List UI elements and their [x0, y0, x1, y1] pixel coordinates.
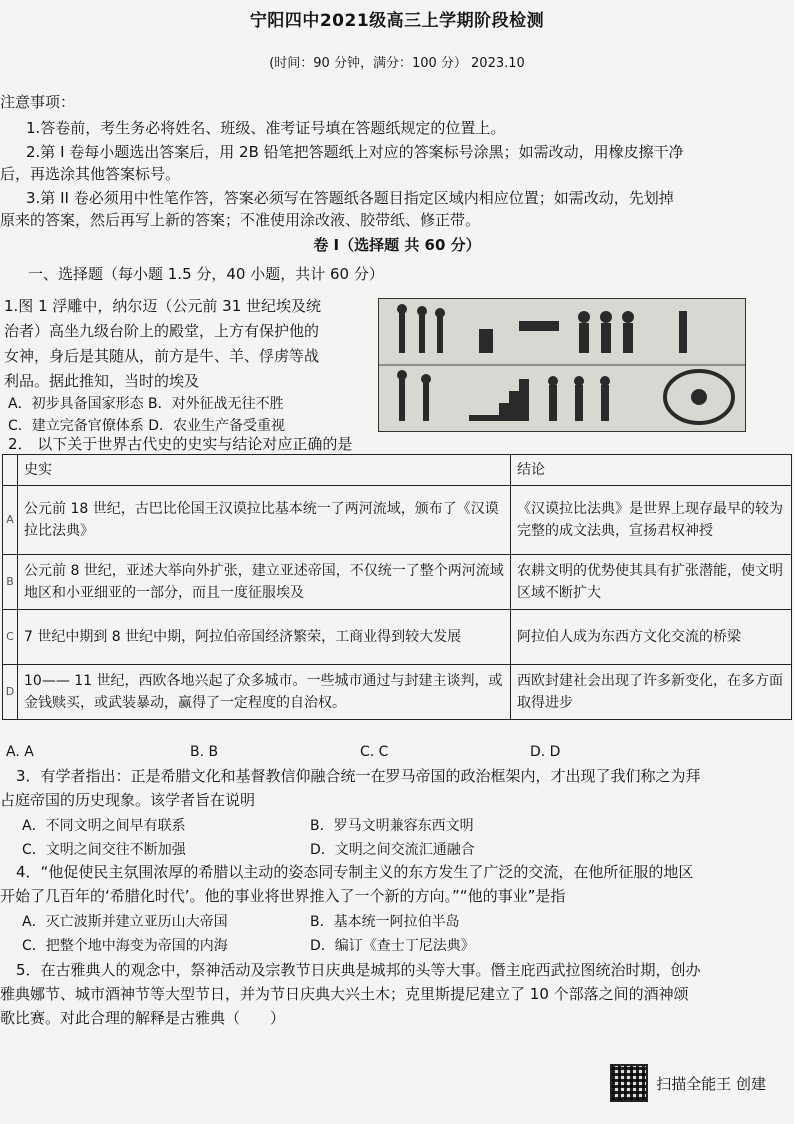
q2-option-d: D. D — [530, 744, 561, 760]
q1-line-3: 女神，身后是其随从，前方是牛、羊、俘虏等战 — [4, 347, 320, 365]
header-fact: 史实 — [18, 455, 511, 486]
q4-line-2: 开始了几百年的‘希腊化时代’。他的事业将世界推入了一个新的方向。”“他的事业”是指 — [0, 887, 566, 905]
q2-stem: 2． 以下关于世界古代史的史实与结论对应正确的是 — [8, 435, 353, 453]
relief-figures — [379, 299, 745, 431]
row-fact: 7 世纪中期到 8 世纪中期，阿拉伯帝国经济繁荣，工商业得到较大发展 — [18, 610, 511, 665]
row-conclusion: 阿拉伯人成为东西方文化交流的桥梁 — [511, 610, 792, 665]
row-fact: 公元前 8 世纪，亚述大举向外扩张，建立亚述帝国，不仅统一了整个两河流域地区和小亚细亚的一部分，而且一度征服埃及 — [18, 555, 511, 610]
history-table — [2, 454, 792, 720]
q3-option-b: B．罗马文明兼容东西文明 — [310, 818, 474, 834]
q2-option-b: B. B — [190, 744, 219, 760]
scanner-text: 扫描全能王 创建 — [656, 1074, 766, 1093]
q4-line-1: 4．“他促使民主氛围浓厚的希腊以主动的姿态同专制主义的东方发生了广泛的交流，在他所征服的地区 — [16, 863, 694, 881]
q4-option-b: B．基本统一阿拉伯半岛 — [310, 914, 460, 930]
notice-item-3-cont: 原来的答案，然后再写上新的答案；不准使用涂改液、胶带纸、修正带。 — [0, 211, 481, 229]
row-label: A — [3, 486, 18, 555]
part1-title: 卷 I（选择题 共 60 分） — [313, 236, 481, 254]
table-header-row — [3, 455, 792, 486]
notice-heading: 注意事项： — [0, 93, 76, 111]
row-conclusion: 《汉谟拉比法典》是世界上现存最早的较为完整的成文法典，宣扬君权神授 — [511, 486, 792, 555]
q1-line-1: 1.图 1 浮雕中，纳尔迈（公元前 31 世纪埃及统 — [4, 297, 322, 315]
row-label: D — [3, 665, 18, 720]
qr-code-icon — [610, 1064, 648, 1102]
row-label: B — [3, 555, 18, 610]
q3-option-d: D．文明之间交流汇通融合 — [310, 842, 475, 858]
narmer-relief-image — [378, 298, 746, 432]
notice-item-2-cont: 后，再选涂其他答案标号。 — [0, 165, 181, 183]
table-row — [3, 486, 792, 555]
scanner-watermark — [610, 1064, 766, 1102]
notice-item-3: 3.第 II 卷必须用中性笔作答，答案必须写在答题纸各题目指定区域内相应位置；如需改动，先划掉 — [26, 189, 674, 207]
q1-options-cd: C．建立完备官僚体系 D．农业生产备受重视 — [8, 418, 286, 434]
q2-option-a: A. A — [6, 744, 34, 760]
section-heading: 一、选择题（每小题 1.5 分，40 小题，共计 60 分） — [28, 265, 384, 283]
q3-option-a: A．不同文明之间早有联系 — [22, 818, 186, 834]
row-fact: 公元前 18 世纪，古巴比伦国王汉谟拉比基本统一了两河流域，颁布了《汉谟拉比法典》 — [18, 486, 511, 555]
row-label: C — [3, 610, 18, 665]
q3-line-1: 3．有学者指出：正是希腊文化和基督教信仰融合统一在罗马帝国的政治框架内，才出现了我们称之为拜 — [16, 767, 701, 785]
q4-option-d: D．编订《查士丁尼法典》 — [310, 938, 475, 954]
q2-option-c: C. C — [360, 744, 389, 760]
table-corner — [3, 455, 18, 486]
row-conclusion: 西欧封建社会出现了许多新变化，在多方面取得进步 — [511, 665, 792, 720]
q1-options-ab: A．初步具备国家形态 B．对外征战无往不胜 — [8, 396, 284, 412]
header-conclusion: 结论 — [511, 455, 792, 486]
q5-line-2: 雅典娜节、城市酒神节等大型节日，并为节日庆典大兴土木；克里斯提尼建立了 10 个部落之间的酒神颂 — [0, 985, 689, 1003]
exam-title: 宁阳四中2021级高三上学期阶段检测 — [249, 11, 545, 31]
q4-option-a: A．灭亡波斯并建立亚历山大帝国 — [22, 914, 228, 930]
q1-line-4: 利品。据此推知，当时的埃及 — [4, 372, 200, 390]
q3-option-c: C．文明之间交往不断加强 — [22, 842, 186, 858]
q1-line-2: 治者）高坐九级台阶上的殿堂，上方有保护他的 — [4, 322, 320, 340]
table-row — [3, 555, 792, 610]
q3-line-2: 占庭帝国的历史现象。该学者旨在说明 — [0, 791, 256, 809]
table-row — [3, 610, 792, 665]
table-row — [3, 665, 792, 720]
q5-line-1: 5．在古雅典人的观念中，祭神活动及宗教节日庆典是城邦的头等大事。僭主庇西武拉图统治时期，创办 — [16, 961, 701, 979]
row-fact: 10—— 11 世纪，西欧各地兴起了众多城市。一些城市通过与封建主谈判，或金钱赎买，或武装暴动，赢得了一定程度的自治权。 — [18, 665, 511, 720]
row-conclusion: 农耕文明的优势使其具有扩张潜能，使文明区域不断扩大 — [511, 555, 792, 610]
q4-option-c: C．把整个地中海变为帝国的内海 — [22, 938, 228, 954]
exam-subtitle: (时间：90 分钟，满分：100 分） 2023.10 — [269, 56, 525, 71]
notice-item-2: 2.第 I 卷每小题选出答案后，用 2B 铅笔把答题纸上对应的答案标号涂黑；如需改动，用橡皮擦干净 — [26, 143, 684, 161]
q5-line-3: 歌比赛。对此合理的解释是古雅典（ ） — [0, 1009, 286, 1027]
notice-item-1: 1.答卷前，考生务必将姓名、班级、准考证号填在答题纸规定的位置上。 — [26, 119, 506, 137]
